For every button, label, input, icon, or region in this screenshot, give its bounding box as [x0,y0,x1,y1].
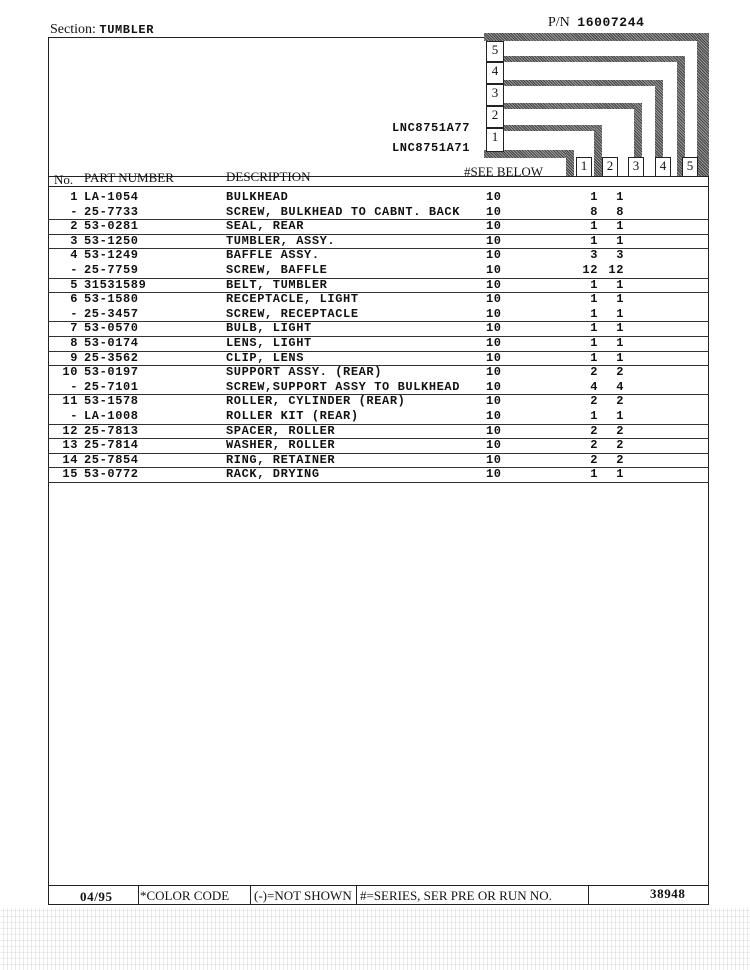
footer-page-number: 38948 [650,886,686,901]
col-q3-header: 3 [628,157,644,177]
row-qty-1: 12 [582,263,598,277]
row-description: ROLLER KIT (REAR) [226,409,359,423]
row-part-number: 53-0174 [84,336,139,350]
row-qty-2: 2 [616,452,624,467]
col-q1-header: 1 [576,157,592,177]
row-qty-2: 1 [616,409,624,423]
row-description: ROLLER, CYLINDER (REAR) [226,394,406,409]
row-item-number: 10 [62,365,78,380]
row-description: SCREW, RECEPTACLE [226,306,359,321]
row-item-number: - [70,204,78,219]
row-description: SEAL, REAR [226,219,305,234]
row-qty-1: 2 [590,438,598,453]
row-qty-2: 2 [616,394,624,409]
row-part-number: LA-1008 [84,409,139,423]
model-number-1: LNC8751A77 [392,121,471,135]
row-qty-2: 2 [616,423,624,438]
row-description: TUMBLER, ASSY. [226,233,336,248]
row-part-number: 31531589 [84,277,147,292]
row-description: SUPPORT ASSY. (REAR) [226,365,383,380]
row-item-number: 1 [70,190,78,204]
table-row [48,425,709,440]
row-description: BULB, LIGHT [226,321,312,336]
table-row [48,249,709,264]
row-qty-2: 1 [616,306,624,321]
row-qty-1: 1 [590,292,598,307]
row-see-below: 10 [486,248,502,263]
row-qty-2: 1 [616,321,624,336]
row-part-number: 53-0197 [84,365,139,380]
row-item-number: - [70,409,78,423]
row-qty-2: 1 [616,467,624,482]
col-q4-header: 4 [655,157,671,177]
row-description: RACK, DRYING [226,467,320,482]
row-see-below: 10 [486,452,502,467]
row-part-number: 25-3457 [84,306,139,321]
row-qty-1: 1 [590,219,598,234]
table-row [48,220,709,235]
table-row [48,381,709,396]
row-item-number: 7 [70,321,78,336]
row-qty-1: 2 [590,452,598,467]
row-part-number: 53-1580 [84,292,139,307]
row-see-below: 10 [486,204,502,219]
row-description: SCREW,SUPPORT ASSY TO BULKHEAD [226,379,461,394]
footer-series-note: #=SERIES, SER PRE OR RUN NO. [360,888,552,903]
row-part-number: 25-7814 [84,438,139,453]
table-row [48,322,709,337]
row-item-number: 9 [70,350,78,365]
row-item-number: 11 [62,394,78,409]
table-row [48,337,709,352]
row-part-number: 25-7759 [84,263,139,277]
footer-date: 04/95 [80,889,113,904]
row-qty-1: 4 [590,379,598,394]
row-see-below: 10 [486,263,502,277]
row-item-number: - [70,306,78,321]
row-qty-1: 1 [590,277,598,292]
part-number-heading [548,15,645,31]
footer-not-shown: (-)=NOT SHOWN [254,888,352,903]
table-row [48,366,709,381]
table-row [48,352,709,367]
col-part-number-header: PART NUMBER [84,170,174,185]
row-see-below: 10 [486,306,502,321]
row-qty-2: 1 [616,190,624,204]
row-item-number: 13 [62,438,78,453]
row-qty-1: 1 [590,321,598,336]
row-see-below: 10 [486,394,502,409]
table-row [48,454,709,469]
row-see-below: 10 [486,233,502,248]
row-part-number: 25-7101 [84,379,139,394]
row-item-number: 14 [62,452,78,467]
row-qty-2: 1 [616,233,624,248]
row-qty-1: 1 [590,467,598,482]
col-description-header: DESCRIPTION [226,169,311,184]
row-see-below: 10 [486,409,502,423]
row-see-below: 10 [486,379,502,394]
section-name: TUMBLER [99,23,154,37]
footer-color-code: *COLOR CODE [140,888,230,903]
table-row [48,395,709,410]
row-qty-2: 3 [616,248,624,263]
section-label: Section: [50,22,96,37]
row-description: SPACER, ROLLER [226,423,336,438]
row-see-below: 10 [486,219,502,234]
row-see-below: 10 [486,350,502,365]
row-see-below: 10 [486,321,502,336]
row-item-number: 6 [70,292,78,307]
scan-noise [0,908,750,970]
row-see-below: 10 [486,277,502,292]
row-see-below: 10 [486,438,502,453]
table-row [48,191,709,206]
row-qty-2: 1 [616,350,624,365]
section-heading [50,22,154,38]
col-q5-header: 5 [682,157,698,177]
row-qty-1: 8 [590,204,598,219]
row-description: LENS, LIGHT [226,336,312,350]
row-qty-2: 4 [616,379,624,394]
row-description: BAFFLE ASSY. [226,248,320,263]
row-description: SCREW, BAFFLE [226,263,328,277]
pn-label: P/N [548,15,570,30]
series-box-5: 5 [486,41,504,62]
row-part-number: 53-1578 [84,394,139,409]
row-item-number: - [70,379,78,394]
row-qty-1: 2 [590,423,598,438]
header-bottom-rule [48,186,709,187]
row-description: RECEPTACLE, LIGHT [226,292,359,307]
series-box-4: 4 [486,62,504,84]
row-see-below: 10 [486,467,502,482]
row-part-number: 53-0281 [84,219,139,234]
row-qty-2: 8 [616,204,624,219]
row-item-number: 12 [62,423,78,438]
row-part-number: 53-0772 [84,467,139,482]
row-qty-2: 1 [616,292,624,307]
table-row [48,279,709,294]
series-box-3: 3 [486,84,504,106]
series-box-2: 2 [486,106,504,128]
row-item-number: 15 [62,467,78,482]
row-part-number: 53-0570 [84,321,139,336]
row-qty-2: 1 [616,277,624,292]
row-part-number: 25-3562 [84,350,139,365]
row-part-number: LA-1054 [84,190,139,204]
footer-bar [48,886,709,905]
row-see-below: 10 [486,336,502,350]
row-description: RING, RETAINER [226,452,336,467]
row-qty-2: 1 [616,219,624,234]
pn-value: 16007244 [577,15,645,30]
row-description: BELT, TUMBLER [226,277,328,292]
row-item-number: 8 [70,336,78,350]
row-qty-2: 2 [616,438,624,453]
table-row [48,308,709,323]
row-qty-2: 12 [608,263,624,277]
row-qty-1: 1 [590,409,598,423]
row-item-number: - [70,263,78,277]
row-description: SCREW, BULKHEAD TO CABNT. BACK [226,204,461,219]
row-item-number: 4 [70,248,78,263]
series-box-1: 1 [486,128,504,152]
table-row [48,264,709,279]
row-part-number: 25-7813 [84,423,139,438]
row-qty-1: 1 [590,336,598,350]
row-qty-1: 1 [590,350,598,365]
row-qty-1: 1 [590,190,598,204]
row-qty-2: 2 [616,365,624,380]
table-row [48,235,709,250]
row-part-number: 53-1249 [84,248,139,263]
row-description: BULKHEAD [226,190,289,204]
row-qty-2: 1 [616,336,624,350]
col-see-below-header: #SEE BELOW [464,164,544,179]
model-number-2: LNC8751A71 [392,141,471,155]
row-qty-1: 2 [590,365,598,380]
row-see-below: 10 [486,423,502,438]
row-part-number: 25-7733 [84,204,139,219]
col-no-header: No. [54,172,74,187]
row-part-number: 25-7854 [84,452,139,467]
row-description: WASHER, ROLLER [226,438,336,453]
row-item-number: 5 [70,277,78,292]
row-qty-1: 1 [590,306,598,321]
row-see-below: 10 [486,365,502,380]
table-row [48,468,709,483]
table-row [48,206,709,221]
row-see-below: 10 [486,292,502,307]
row-qty-1: 3 [590,248,598,263]
table-row [48,410,709,425]
row-item-number: 2 [70,219,78,234]
row-description: CLIP, LENS [226,350,305,365]
row-qty-1: 1 [590,233,598,248]
row-see-below: 10 [486,190,502,204]
table-row [48,439,709,454]
table-row [48,293,709,308]
row-part-number: 53-1250 [84,233,139,248]
col-q2-header: 2 [602,157,618,177]
row-item-number: 3 [70,233,78,248]
row-qty-1: 2 [590,394,598,409]
